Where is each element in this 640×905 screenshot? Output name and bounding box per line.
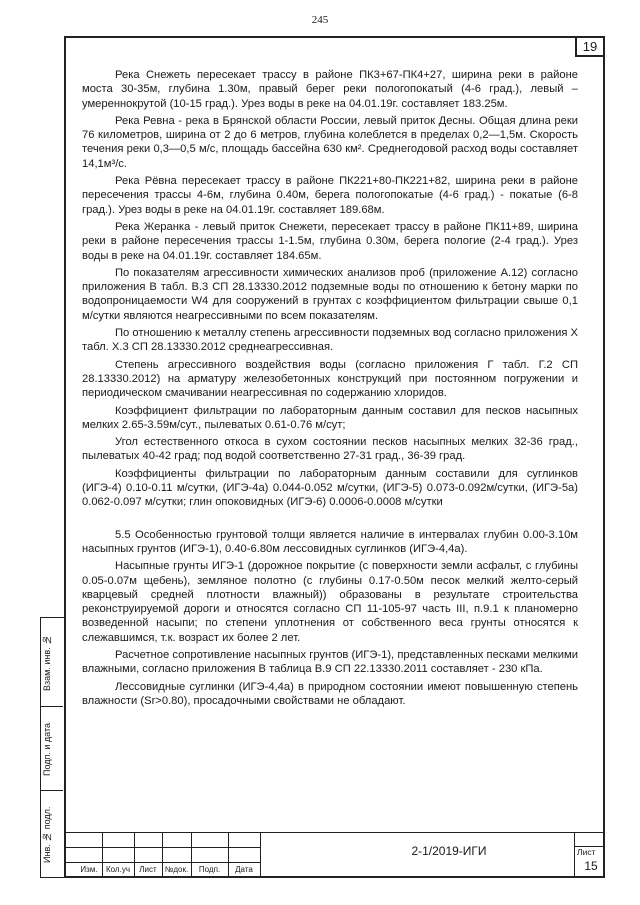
sheet-number: 15 bbox=[584, 859, 598, 873]
paragraph-concrete-aggressiveness: По показателям агрессивности химических анализов проб (приложение А.12) согласно приложения В табл. В.3 СП 28.13330.2012 подземные воды по отношению к бетону марки по водопроницаемости W4 для сооружений в грунтах с коэффициентом фильтрации свыше 0,1 м/сутки являются неагрессивными по всем показателям. bbox=[82, 266, 578, 322]
paragraph-revna: Река Ревна - река в Брянской области России, левый приток Десны. Общая длина реки 76 километров, ширина от 2 до 6 метров, глубина колеблется в пределах 0,2—1,5м. Скорость течения реки 0,3—0,5 м/с, площадь бассейна 630 км². Среднегодовой расход воды составляет 14,1м³/с. bbox=[82, 114, 578, 170]
paragraph-metal-aggressiveness: По отношению к металлу степень агрессивности подземных вод согласно приложения Х табл. Х.3 СП 28.13330.2012 среднеагрессивная. bbox=[82, 327, 578, 354]
main-text bbox=[82, 68, 578, 711]
document-code: 2-1/2019-ИГИ bbox=[411, 844, 487, 858]
side-label-vzam: Взам. инв. № bbox=[42, 634, 52, 692]
paragraph-zheranka: Река Жеранка - левый приток Снежети, пересекает трассу в районе ПК11+89, ширина реки в районе пересечения трассы 1-1.5м, глубина 0.30м, берега пологие (2-4 град.). Урез воды в реке на 04.01.19г. составляет 184.65м. bbox=[82, 220, 578, 262]
paragraph-design-resistance: Расчетное сопротивление насыпных грунтов (ИГЭ-1), представленных песками мелкими влажными, согласно приложения В таблица В.9 СП 22.13330.2011 составляет - 230 кПа. bbox=[82, 648, 578, 676]
side-stamp-strip bbox=[40, 617, 64, 878]
sheet-label: Лист bbox=[577, 847, 596, 857]
title-block bbox=[64, 832, 605, 878]
page-number-top: 245 bbox=[311, 14, 329, 26]
stamp-col-izm: Изм. bbox=[80, 865, 98, 874]
stamp-col-data: Дата bbox=[235, 865, 253, 874]
title-block-col-line bbox=[574, 832, 575, 878]
paragraph-rovna: Река Рёвна пересекает трассу в районе ПК221+80-ПК221+82, ширина реки в районе пересечения трассы 4-6м, глубина 0.40м, берега пологопокатые (4-6 град.) - покатые (6-8 град.). Урез воды в реке на 04.01.19г. составляет 189.68м. bbox=[82, 175, 578, 216]
title-block-col-line bbox=[260, 832, 261, 878]
corner-page-number: 19 bbox=[575, 36, 605, 57]
paragraph-filtration-sands: Коэффициент фильтрации по лабораторным данным составил для песков насыпных мелких 2.65-3.59м/сут., пылеватых 0.61-0.76 м/сут; bbox=[82, 404, 578, 431]
side-label-podp: Подп. и дата bbox=[42, 722, 52, 776]
stamp-col-podp: Подп. bbox=[198, 865, 221, 874]
paragraph-rebar-aggressiveness: Степень агрессивного воздействия воды (согласно приложения Г табл. Г.2 СП 28.13330.2012) на арматуру железобетонных конструкций при постоянном погружении и периодическом смачивании неагрессивная по содержанию хлоридов. bbox=[82, 358, 578, 400]
paragraph-repose-angle: Угол естественного откоса в сухом состоянии песков насыпных мелких 32-36 град., пылеватых 40-42 град; под водой соответственно 27-31 град., 36-39 град. bbox=[82, 436, 578, 463]
side-label-inv: Инв. № подл. bbox=[42, 806, 52, 864]
paragraph-filtration-loams: Коэффициенты фильтрации по лабораторным данным составили для суглинков (ИГЭ-4) 0.10-0.11 м/сутки, (ИГЭ-4а) 0.044-0.052 м/сутки, (ИГЭ-5) 0.073-0.092м/сутки, (ИГЭ-5а) 0.062-0.097 м/сутки; глин опоковидных (ИГЭ-6) 0.0006-0.0008 м/сутки bbox=[82, 467, 578, 509]
side-divider bbox=[41, 706, 63, 707]
side-divider bbox=[41, 790, 63, 791]
title-block-top-line bbox=[64, 832, 605, 833]
paragraph-fill-soils: Насыпные грунты ИГЭ-1 (дорожное покрытие (с поверхности земли асфальт, с глубины 0.05-0.07м щебень), земляное полотно (с глубины 0.17-0.50м песок мелкий желто-серый кварцевый средней плотности влажный)) образованы в результате строительства реконструируемой дороги и относятся согласно СП 11-105-97 часть III, п.9.1 к планомерно возведенной насыпи; по степени уплотнения от собственного веса грунты относятся к слежавшимся, т.к. возраст их более 2 лет. bbox=[82, 560, 578, 644]
stamp-col-kol-uch: Кол.уч bbox=[106, 865, 130, 874]
stamp-col-list: Лист bbox=[139, 865, 157, 874]
stamp-col-ndok: №док. bbox=[164, 865, 189, 874]
paragraph-loess-loams: Лессовидные суглинки (ИГЭ-4,4а) в природном состоянии имеют повышенную степень влажности (Sr>0.80), просадочными свойствами не обладают. bbox=[82, 680, 578, 707]
paragraph-snezhet: Река Снежеть пересекает трассу в районе ПК3+67-ПК4+27, ширина реки в районе моста 30-35м, глубина 1.30м, правый берег реки пологопокатый (4-6 град.), левый – умереннокрутой (10-15 град.). Урез воды в реке на 04.01.19г. составляет 183.25м. bbox=[82, 69, 578, 110]
paragraph-section-5-5: 5.5 Особенностью грунтовой толщи является наличие в интервалах глубин 0.00-3.10м насыпных грунтов (ИГЭ-1), 0.40-6.80м лессовидных суглинков (ИГЭ-4,4а). bbox=[82, 528, 578, 555]
